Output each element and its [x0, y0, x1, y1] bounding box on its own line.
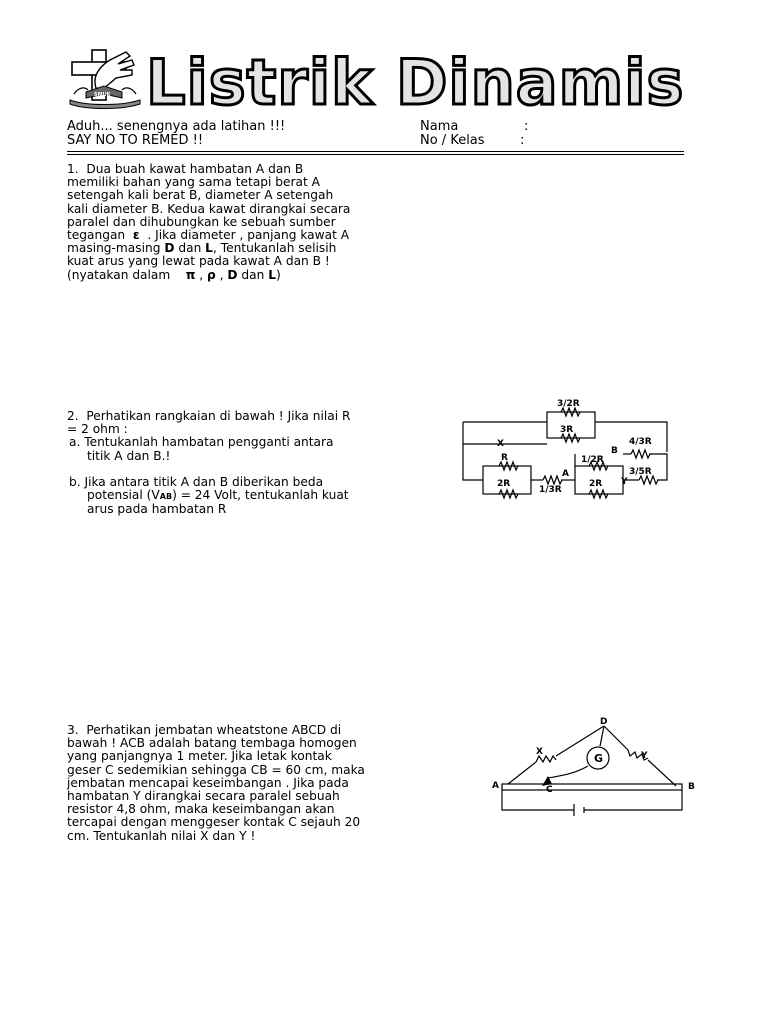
node-b-label: B	[688, 782, 695, 792]
page-title: Listrik Dinamis	[146, 46, 685, 119]
q3-number: 3.	[67, 723, 79, 737]
question-3	[67, 724, 365, 843]
q3-line: Perhatikan jembatan wheatstone ABCD di	[86, 723, 342, 737]
rho-symbol: ρ	[207, 267, 216, 282]
resistor-circuit-diagram	[455, 392, 680, 500]
q1-text: (nyatakan dalam	[67, 267, 171, 282]
q1-line: memiliki bahan yang sama tetapi berat A	[67, 175, 320, 190]
q1-text: . Jika diameter , panjang kawat A	[147, 228, 350, 243]
q2-part-b: b. Jika antara titik A dan B diberikan beda	[69, 474, 324, 489]
header-rule-top	[67, 151, 684, 152]
label-a: A	[562, 469, 569, 479]
q2-part-a: a. Tentukanlah hambatan pengganti antara	[69, 435, 334, 450]
q1-line: kali diameter B. Kedua kawat dirangkai secara	[67, 201, 351, 216]
q2-number: 2.	[67, 409, 79, 423]
diameter-symbol: D	[227, 267, 238, 282]
q1-text: ,	[199, 267, 204, 282]
label-2R-left: 2R	[497, 479, 511, 489]
q3-line: hambatan Y dirangkai secara paralel sebuah	[67, 789, 340, 804]
q1-text: )	[275, 267, 281, 282]
q2-line: Perhatikan rangkaian di bawah ! Jika nilai R	[86, 409, 351, 423]
tagline: Aduh... senengnya ada latihan !!!	[67, 119, 286, 134]
diameter-symbol: D	[164, 241, 175, 256]
q1-number: 1.	[67, 162, 79, 176]
q1-text: ,	[219, 267, 228, 282]
class-field[interactable]: :	[520, 133, 525, 148]
q1-text: , Tentukanlah selisih	[212, 241, 337, 256]
label-1-3R: 1/3R	[539, 485, 562, 495]
question-1	[67, 163, 350, 282]
school-logo	[66, 48, 144, 112]
galvanometer-label: G	[594, 752, 604, 765]
logo-text: SMUK	[94, 92, 111, 98]
label-4-3R: 4/3R	[629, 437, 652, 447]
q1-text: dan	[241, 267, 265, 282]
q1-line: Dua buah kawat hambatan A dan B	[86, 162, 304, 176]
label-3R: 3R	[560, 425, 574, 435]
question-2	[67, 410, 350, 516]
q2-text: ) = 24 Volt, tentukanlah kuat	[172, 488, 349, 503]
q1-text: masing-masing	[67, 241, 161, 256]
q3-line: geser C sedemikian sehingga CB = 60 cm, maka	[67, 762, 365, 777]
q3-line: jembatan mencapai keseimbangan . Jika pada	[67, 775, 349, 790]
label-b: B	[611, 446, 618, 456]
label-y: Y	[621, 477, 628, 487]
name-label: Nama	[420, 119, 459, 134]
q2-part-b-cont: arus pada hambatan R	[87, 502, 227, 517]
name-field[interactable]: :	[524, 119, 529, 134]
label-2R-right: 2R	[589, 479, 603, 489]
q1-line: paralel dan dihubungkan ke sebuah sumber	[67, 214, 336, 229]
q1-text: tegangan	[67, 228, 126, 243]
q2-line: = 2 ohm :	[67, 422, 128, 437]
node-a-label: A	[492, 781, 499, 791]
q3-line: tercapai dengan menggeser kontak C sejauh 20	[67, 815, 361, 830]
label-x: X	[497, 439, 504, 449]
q1-line: setengah kali berat B, diameter A setengah	[67, 188, 334, 203]
node-d-label: D	[600, 717, 608, 727]
node-c-label: C	[546, 785, 553, 795]
class-label: No / Kelas	[420, 133, 485, 148]
label-3-2R: 3/2R	[557, 399, 580, 409]
resistor-x-label: X	[536, 747, 543, 757]
slogan: SAY NO TO REMED !!	[67, 133, 204, 148]
wheatstone-bridge-diagram	[488, 714, 703, 824]
q2-subscript: AB	[159, 492, 173, 502]
header-rule-bottom	[67, 154, 684, 155]
label-R: R	[501, 453, 508, 463]
q2-part-a-cont: titik A dan B.!	[87, 448, 171, 463]
resistor-y-label: Y	[641, 751, 648, 761]
q3-line: bawah ! ACB adalah batang tembaga homogen	[67, 736, 357, 751]
length-symbol: L	[205, 241, 213, 256]
length-symbol: L	[268, 267, 276, 282]
q3-line: yang panjangnya 1 meter. Jika letak kontak	[67, 749, 332, 764]
q2-text: potensial (V	[87, 488, 160, 503]
epsilon-symbol: ε	[132, 228, 140, 243]
pi-symbol: π	[185, 267, 196, 282]
label-1-2R: 1/2R	[581, 455, 604, 465]
q3-line: cm. Tentukanlah nilai X dan Y !	[67, 828, 256, 843]
q1-line: kuat arus yang lewat pada kawat A dan B !	[67, 254, 330, 269]
label-3-5R: 3/5R	[629, 467, 652, 477]
q3-line: resistor 4,8 ohm, maka keseimbangan akan	[67, 802, 335, 817]
q1-text: dan	[178, 241, 202, 256]
